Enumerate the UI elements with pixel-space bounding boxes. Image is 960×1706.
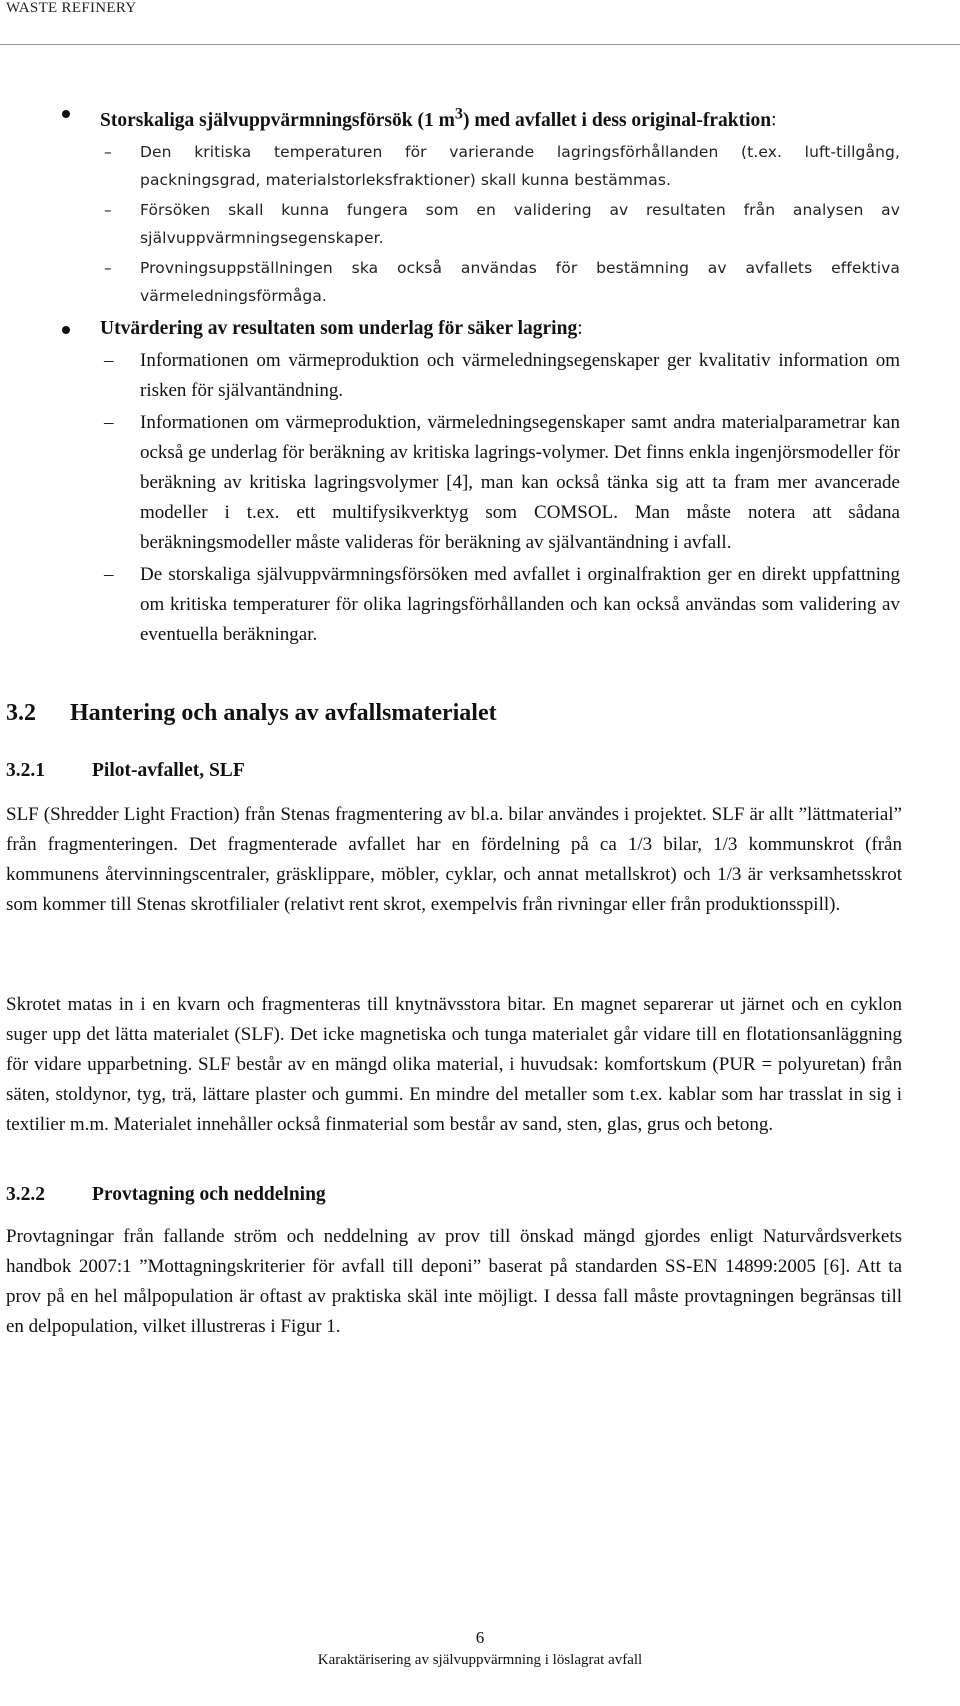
sub-item-text: Informationen om värmeproduktion och värmeledningsegenskaper ger kvalitativ information om risken för självantändning. bbox=[140, 349, 900, 401]
subsection-title: Provtagning och neddelning bbox=[92, 1184, 326, 1205]
sub-item-text: Provningsuppställningen ska också användas för bestämning av avfallets effektiva värmeledningsförmåga. bbox=[140, 258, 900, 305]
subsection-number: 3.2.2 bbox=[6, 1184, 45, 1205]
dash-icon: – bbox=[104, 563, 114, 585]
sub-item-text: Informationen om värmeproduktion, värmeledningsegenskaper samt andra materialparametrar kan också ge underlag för beräkning av kritiska lagrings-volymer. Det finns enkla ingenjörsmodeller för beräkning av kritiska lagringsvolymer [4], man kan också tänka sig att ta fram mer avancerade modeller i t.ex. ett multifysikverktyg som COMSOL. Man måste notera att sådana beräkningsmodeller måste valideras för beräkning av självantändning i avfall. bbox=[140, 411, 900, 553]
dash-icon: – bbox=[104, 142, 112, 161]
bullet-item bbox=[60, 314, 900, 650]
page-number: 6 bbox=[475, 1628, 485, 1647]
bullet-item bbox=[60, 98, 900, 310]
section-heading bbox=[6, 700, 906, 727]
dash-icon: – bbox=[104, 349, 114, 371]
bullet-heading-colon: : bbox=[771, 109, 777, 131]
dash-icon: – bbox=[104, 200, 112, 219]
sub-item bbox=[100, 138, 900, 194]
bullet-heading-text: Storskaliga självuppvärmningsförsök (1 $m^3$) med avfallet i dess original-fraktion bbox=[100, 104, 772, 131]
sub-item-text: Försöken skall kunna fungera som en validering av resultaten från analysen av självuppvärmningsegenskaper. bbox=[140, 200, 900, 247]
section-title: Hantering och analys av avfallsmaterialet bbox=[70, 700, 497, 726]
sub-item bbox=[100, 346, 900, 406]
body-paragraph: Skrotet matas in i en kvarn och fragmenteras till knytnävsstora bitar. En magnet separerar ut järnet och en cyklon suger upp det lätta materialet (SLF). Det icke magnetiska och tunga materialet går vidare till en flotationsanläggning för vidare upparbetning. SLF består av en mängd olika material, i huvudsak: komfortskum (PUR = polyuretan) från säten, stoldynor, tyg, trä, lättare plaster och gummi. En mindre del metaller som t.ex. kablar som har trasslat in sig i textilier m.m. Materialet innehåller också finmaterial som består av sand, sten, glas, grus och betong. bbox=[6, 994, 902, 1135]
dash-icon: – bbox=[104, 411, 114, 433]
body-paragraph: Provtagningar från fallande ström och neddelning av prov till önskad mängd gjordes enligt Naturvårdsverkets handbok 2007:1 ”Mottagningskriterier för avfall till deponi” baserat på standarden SS-EN 14899:2005 [6]. Att ta prov på en hel målpopulation är oftast av praktiska skäl inte möjligt. I dessa fall måste provtagningen begränsas till en delpopulation, vilket illustreras i Figur 1. bbox=[6, 1226, 902, 1337]
bullet-heading bbox=[100, 314, 900, 344]
subsection-heading bbox=[6, 760, 906, 782]
subsection-number: 3.2.1 bbox=[6, 760, 45, 781]
bullet-heading-colon: : bbox=[577, 317, 583, 339]
sub-item bbox=[100, 408, 900, 558]
dash-icon: – bbox=[104, 258, 112, 277]
bullet-icon bbox=[62, 110, 70, 118]
bullet-list bbox=[60, 98, 900, 650]
running-header: WASTE REFINERY bbox=[6, 0, 137, 16]
subsection-heading bbox=[6, 1184, 906, 1206]
sub-item-text: Den kritiska temperaturen för varierande lagringsförhållanden (t.ex. luft-tillgång, packningsgrad, materialstorleksfraktioner) skall kunna bestämmas. bbox=[140, 142, 900, 189]
header-divider bbox=[0, 44, 960, 45]
sub-item bbox=[100, 196, 900, 252]
bullet-heading bbox=[100, 98, 900, 136]
sub-item-text: De storskaliga självuppvärmningsförsöken med avfallet i orginalfraktion ger en direkt uppfattning om kritiska temperaturer för olika lagringsförhållanden och kan också användas som validering av eventuella beräkningar. bbox=[140, 563, 900, 645]
sub-item bbox=[100, 254, 900, 310]
running-footer: Karaktärisering av självuppvärmning i löslagrat avfall bbox=[317, 1652, 643, 1668]
subsection-title: Pilot-avfallet, SLF bbox=[92, 760, 245, 781]
body-paragraph: SLF (Shredder Light Fraction) från Stenas fragmentering av bl.a. bilar användes i projektet. SLF är allt ”lättmaterial” från fragmenteringen. Det fragmenterade avfallet har en fördelning på ca 1/3 bilar, 1/3 kommunskrot (från kommunens återvinningscentraler, gräsklippare, möbler, cyklar, och annat metallskrot) och 1/3 är verksamhetsskrot som kommer till Stenas skrotfilialer (relativt rent skrot, exempelvis från rivningar eller från produktionsspill). bbox=[6, 804, 902, 915]
bullet-heading-text: Utvärdering av resultaten som underlag för säker lagring bbox=[100, 317, 578, 339]
bullet-icon bbox=[62, 326, 70, 334]
sub-item bbox=[100, 560, 900, 650]
section-number: 3.2 bbox=[6, 700, 36, 726]
